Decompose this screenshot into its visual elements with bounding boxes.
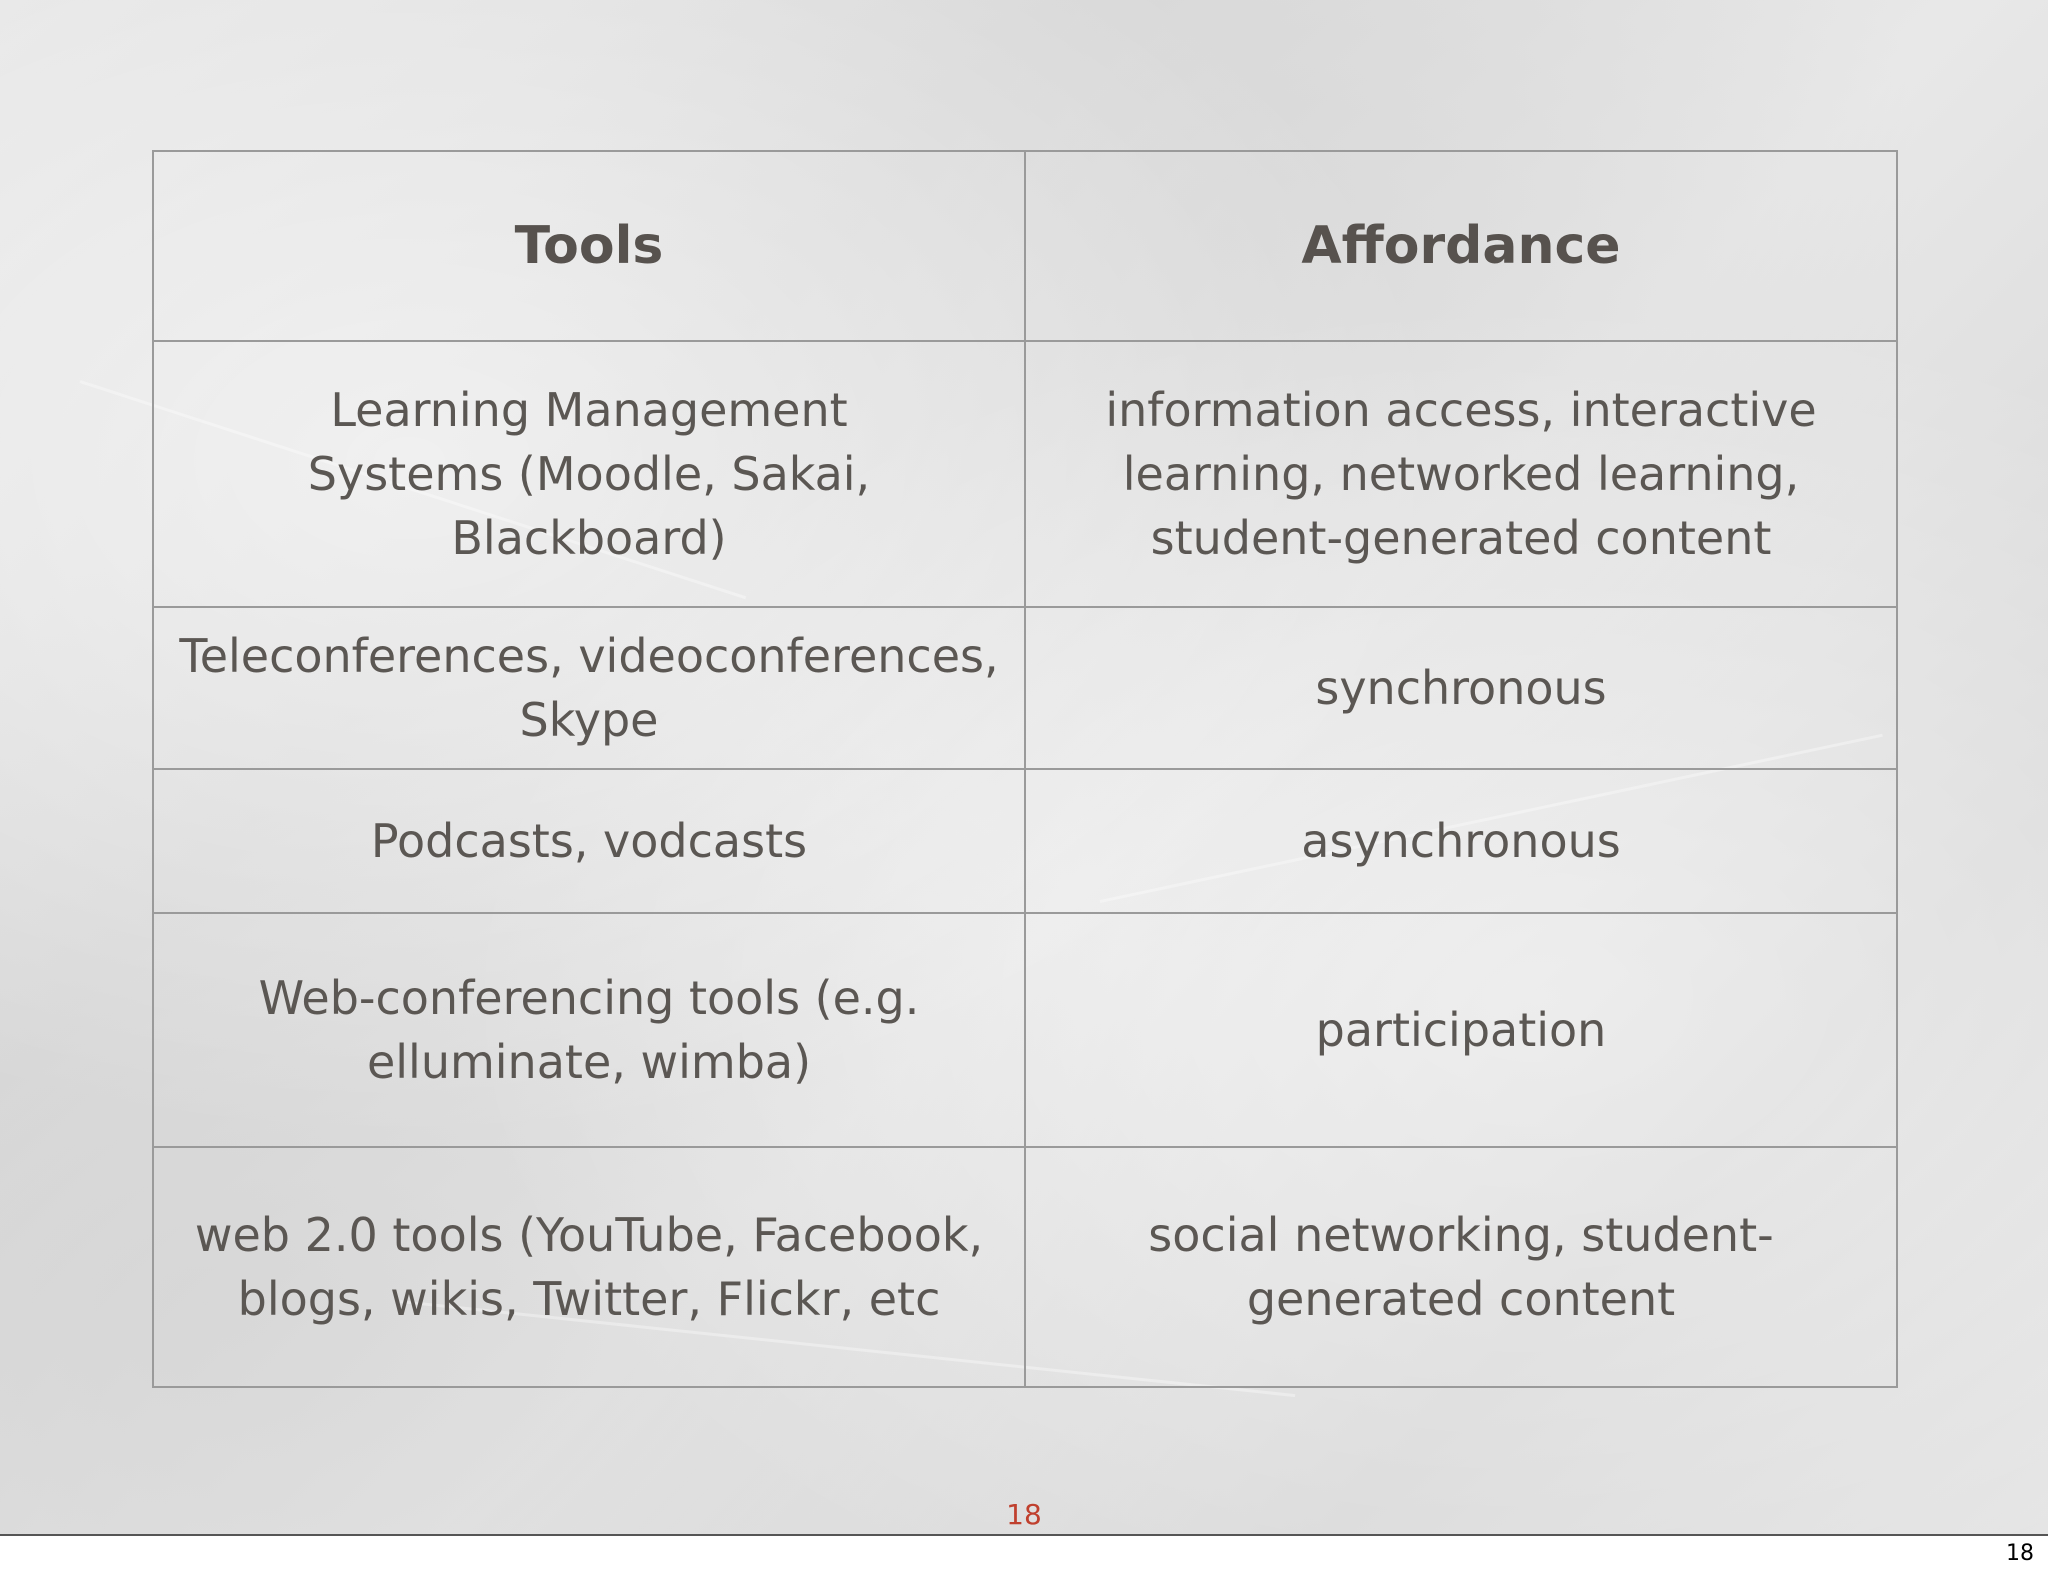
table-row (153, 913, 1897, 1147)
tool-cell: Podcasts, vodcasts (153, 769, 1025, 913)
table-row (153, 341, 1897, 607)
table-row (153, 607, 1897, 769)
affordance-cell: synchronous (1025, 607, 1897, 769)
slide-number: 18 (1006, 1498, 1042, 1531)
tools-affordance-table (152, 150, 1898, 1388)
tool-cell: Teleconferences, videoconferences, Skype (153, 607, 1025, 769)
table-header-row (153, 151, 1897, 341)
tool-cell: Learning Management Systems (Moodle, Sakai, Blackboard) (153, 341, 1025, 607)
tool-cell: web 2.0 tools (YouTube, Facebook, blogs, wikis, Twitter, Flickr, etc (153, 1147, 1025, 1387)
affordance-cell: information access, interactive learning, networked learning, student-generated content (1025, 341, 1897, 607)
header-affordance: Affordance (1025, 151, 1897, 341)
header-tools: Tools (153, 151, 1025, 341)
table-row (153, 769, 1897, 913)
tool-cell: Web-conferencing tools (e.g. elluminate, wimba) (153, 913, 1025, 1147)
affordance-cell: asynchronous (1025, 769, 1897, 913)
table-row (153, 1147, 1897, 1387)
affordance-cell: social networking, student-generated content (1025, 1147, 1897, 1387)
page-number: 18 (2006, 1541, 2034, 1566)
affordance-cell: participation (1025, 913, 1897, 1147)
